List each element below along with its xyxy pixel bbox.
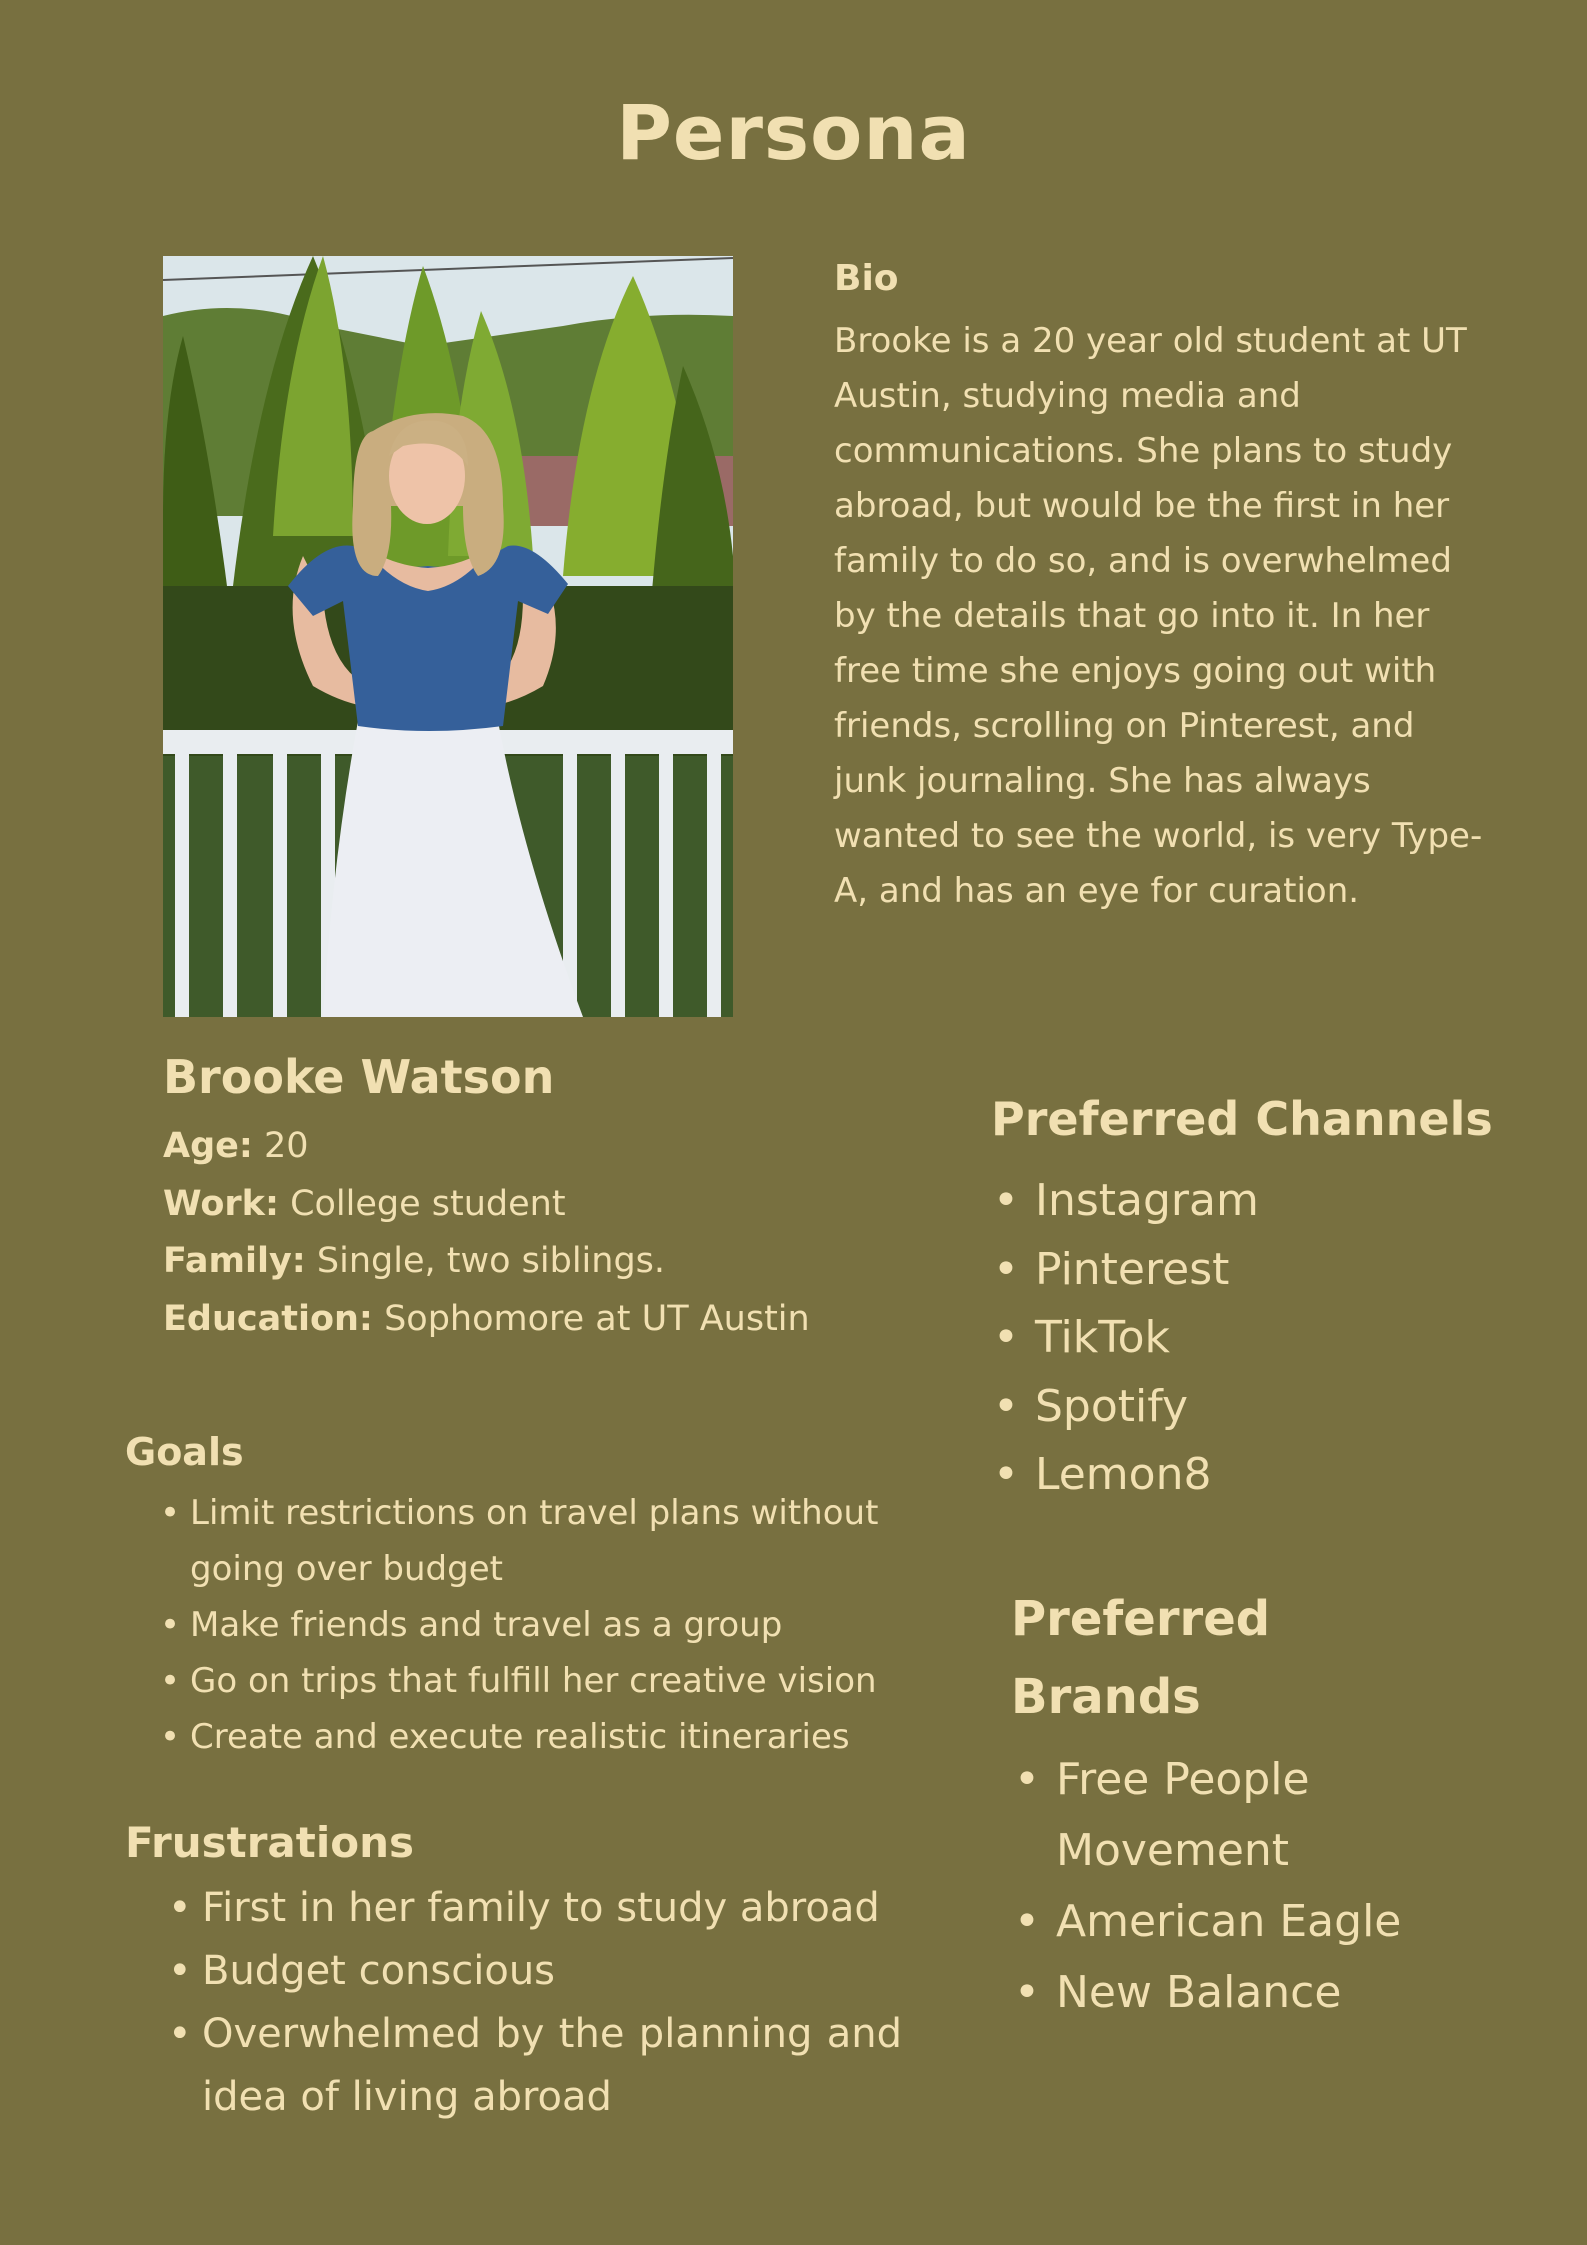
- goals-list: [190, 1485, 910, 1765]
- fact-work: [163, 1176, 810, 1234]
- list-item: • Free People Movement: [1056, 1744, 1476, 1886]
- list-item: • TikTok: [1035, 1304, 1259, 1373]
- bio-heading: Bio: [834, 258, 899, 299]
- list-item: • Limit restrictions on travel plans without going over budget: [190, 1485, 910, 1597]
- profile-facts: [163, 1118, 810, 1348]
- fact-label: Age:: [163, 1126, 253, 1166]
- list-item: • Make friends and travel as a group: [190, 1597, 910, 1653]
- bio-text: Brooke is a 20 year old student at UT Austin, studying media and communications. She plans to study abroad, but would be the first in her family to do so, and is overwhelmed by the details that go into it. In her free time she enjoys going out with friends, scrolling on Pinterest, and junk journaling. She has always wanted to see the world, is very Type-A, and has an eye for curation.: [834, 321, 1483, 911]
- channels-list: [1035, 1167, 1259, 1510]
- channels-heading: Preferred Channels: [991, 1092, 1493, 1146]
- list-item: • Spotify: [1035, 1373, 1259, 1442]
- fact-family: [163, 1233, 810, 1291]
- fact-value: 20: [264, 1126, 309, 1166]
- list-item: • New Balance: [1056, 1957, 1476, 2028]
- list-item: • Go on trips that fulfill her creative vision: [190, 1653, 910, 1709]
- fact-value: Sophomore at UT Austin: [384, 1298, 810, 1339]
- fact-label: Work:: [163, 1183, 279, 1224]
- goals-heading: Goals: [125, 1430, 244, 1474]
- list-item: • Overwhelmed by the planning and idea of living abroad: [202, 2003, 902, 2129]
- persona-name: Brooke Watson: [163, 1050, 555, 1104]
- list-item: • First in her family to study abroad: [202, 1877, 902, 1940]
- list-item: • American Eagle: [1056, 1886, 1476, 1957]
- fact-education: [163, 1291, 810, 1349]
- frustrations-list: [202, 1877, 902, 2129]
- brands-heading: Preferred Brands: [1011, 1591, 1271, 1725]
- fact-age: [163, 1118, 810, 1176]
- fact-label: Family:: [163, 1241, 306, 1281]
- frustrations-heading: Frustrations: [125, 1818, 414, 1867]
- list-item: • Lemon8: [1035, 1441, 1259, 1510]
- page-title: Persona: [616, 88, 971, 177]
- fact-value: Single, two siblings.: [316, 1241, 666, 1281]
- brands-list: [1056, 1744, 1476, 2028]
- persona-photo: [163, 256, 733, 1017]
- fact-value: College student: [290, 1183, 566, 1224]
- fact-label: Education:: [163, 1298, 373, 1339]
- list-item: • Budget conscious: [202, 1940, 902, 2003]
- list-item: • Pinterest: [1035, 1236, 1259, 1305]
- list-item: • Instagram: [1035, 1167, 1259, 1236]
- list-item: • Create and execute realistic itineraries: [190, 1709, 910, 1765]
